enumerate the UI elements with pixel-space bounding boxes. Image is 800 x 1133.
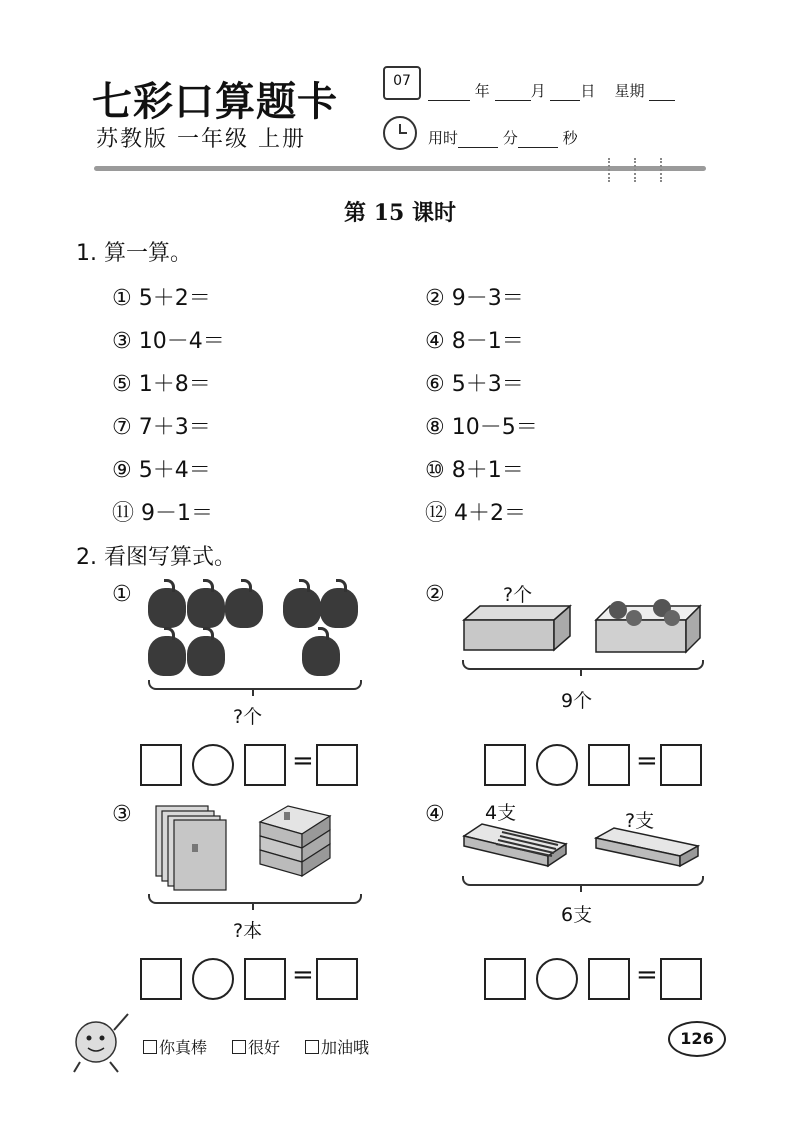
problem: ⑧ 10－5＝ [425, 415, 538, 440]
answer-box[interactable] [484, 744, 526, 786]
operator-circle[interactable] [536, 744, 578, 786]
brace [148, 680, 362, 690]
brace [462, 876, 704, 886]
answer-box[interactable] [140, 744, 182, 786]
pepper-image [148, 588, 186, 628]
book-stack-standing-image [150, 800, 230, 892]
answer-box[interactable] [484, 958, 526, 1000]
book-stack-flat-image [254, 802, 334, 890]
answer-box[interactable] [316, 744, 358, 786]
checkbox-icon[interactable] [143, 1040, 157, 1054]
divider-tick [608, 158, 613, 182]
pepper-image [302, 636, 340, 676]
brace-tip [580, 884, 582, 892]
brace [148, 894, 362, 904]
mascot-icon [66, 1008, 136, 1074]
section1-title: 1. 算一算。 [76, 241, 192, 266]
pepper-image [187, 636, 225, 676]
rating-option-try[interactable] [305, 1035, 369, 1058]
time-line [428, 127, 578, 148]
divider-tick [634, 158, 639, 182]
tomato-box-image [594, 598, 702, 656]
brace [462, 660, 704, 670]
item-number: ② [425, 582, 445, 607]
equals-sign: = [636, 746, 658, 776]
box-label: 4支 [485, 802, 517, 824]
answer-box[interactable] [660, 958, 702, 1000]
equals-sign: = [292, 960, 314, 990]
total-label: 6支 [561, 904, 593, 926]
open-pencil-box-image [462, 822, 568, 868]
brace-tip [252, 902, 254, 910]
date-week-label: 星期 [614, 82, 645, 100]
time-sec-label: 秒 [562, 129, 578, 147]
problem: ⑦ 7＋3＝ [112, 415, 211, 440]
page-number: 126 [668, 1021, 726, 1057]
brand-title: 七彩口算题卡 [92, 78, 338, 125]
answer-box[interactable] [588, 744, 630, 786]
date-year-label: 年 [474, 82, 490, 100]
box-label: ?支 [625, 810, 655, 832]
rating-option-great[interactable] [143, 1035, 207, 1058]
rating-label: 很好 [248, 1038, 281, 1057]
answer-box[interactable] [660, 744, 702, 786]
rating-label: 加油哦 [321, 1038, 370, 1057]
pepper-image [225, 588, 263, 628]
answer-box[interactable] [316, 958, 358, 1000]
date-line [428, 80, 675, 101]
item-number: ④ [425, 802, 445, 827]
closed-pencil-box-image [594, 826, 700, 870]
box-label: ?个 [503, 584, 533, 606]
checkbox-icon[interactable] [305, 1040, 319, 1054]
answer-box[interactable] [588, 958, 630, 1000]
problem: ⑥ 5＋3＝ [425, 372, 524, 397]
checkbox-icon[interactable] [232, 1040, 246, 1054]
pepper-image [148, 636, 186, 676]
section2-title: 2. 看图写算式。 [76, 545, 236, 570]
brace-tip [580, 668, 582, 676]
answer-box[interactable] [140, 958, 182, 1000]
problem: ⑤ 1＋8＝ [112, 372, 211, 397]
problem: ⑩ 8＋1＝ [425, 458, 524, 483]
total-label: ?个 [233, 706, 263, 728]
operator-circle[interactable] [192, 744, 234, 786]
answer-box[interactable] [244, 958, 286, 1000]
brace-tip [252, 688, 254, 696]
total-label: 9个 [561, 690, 593, 712]
pepper-image [320, 588, 358, 628]
total-label: ?本 [233, 920, 263, 942]
item-number: ① [112, 582, 132, 607]
problem: ⑨ 5＋4＝ [112, 458, 211, 483]
calendar-day: 07 [393, 73, 411, 89]
clock-icon [383, 116, 417, 150]
lesson-title: 第 15 课时 [344, 200, 456, 226]
time-used-label: 用时 [428, 129, 459, 147]
calendar-icon [383, 66, 421, 100]
item-number: ③ [112, 802, 132, 827]
rating-option-good[interactable] [232, 1035, 280, 1058]
rating-label: 你真棒 [159, 1038, 208, 1057]
equals-sign: = [636, 960, 658, 990]
operator-circle[interactable] [192, 958, 234, 1000]
closed-box-image [462, 604, 572, 654]
answer-box[interactable] [244, 744, 286, 786]
header-divider [94, 166, 706, 171]
pepper-image [283, 588, 321, 628]
problem: ① 5＋2＝ [112, 286, 211, 311]
problem: ③ 10－4＝ [112, 329, 225, 354]
problem: ② 9－3＝ [425, 286, 524, 311]
problem: ⑫ 4＋2＝ [425, 501, 526, 526]
time-min-label: 分 [502, 129, 518, 147]
problem: ④ 8－1＝ [425, 329, 524, 354]
date-day-label: 日 [580, 82, 596, 100]
equals-sign: = [292, 746, 314, 776]
pepper-image [187, 588, 225, 628]
edition-label: 苏教版 一年级 上册 [96, 127, 306, 152]
date-month-label: 月 [530, 82, 546, 100]
problem: ⑪ 9－1＝ [112, 501, 213, 526]
operator-circle[interactable] [536, 958, 578, 1000]
divider-tick [660, 158, 665, 182]
